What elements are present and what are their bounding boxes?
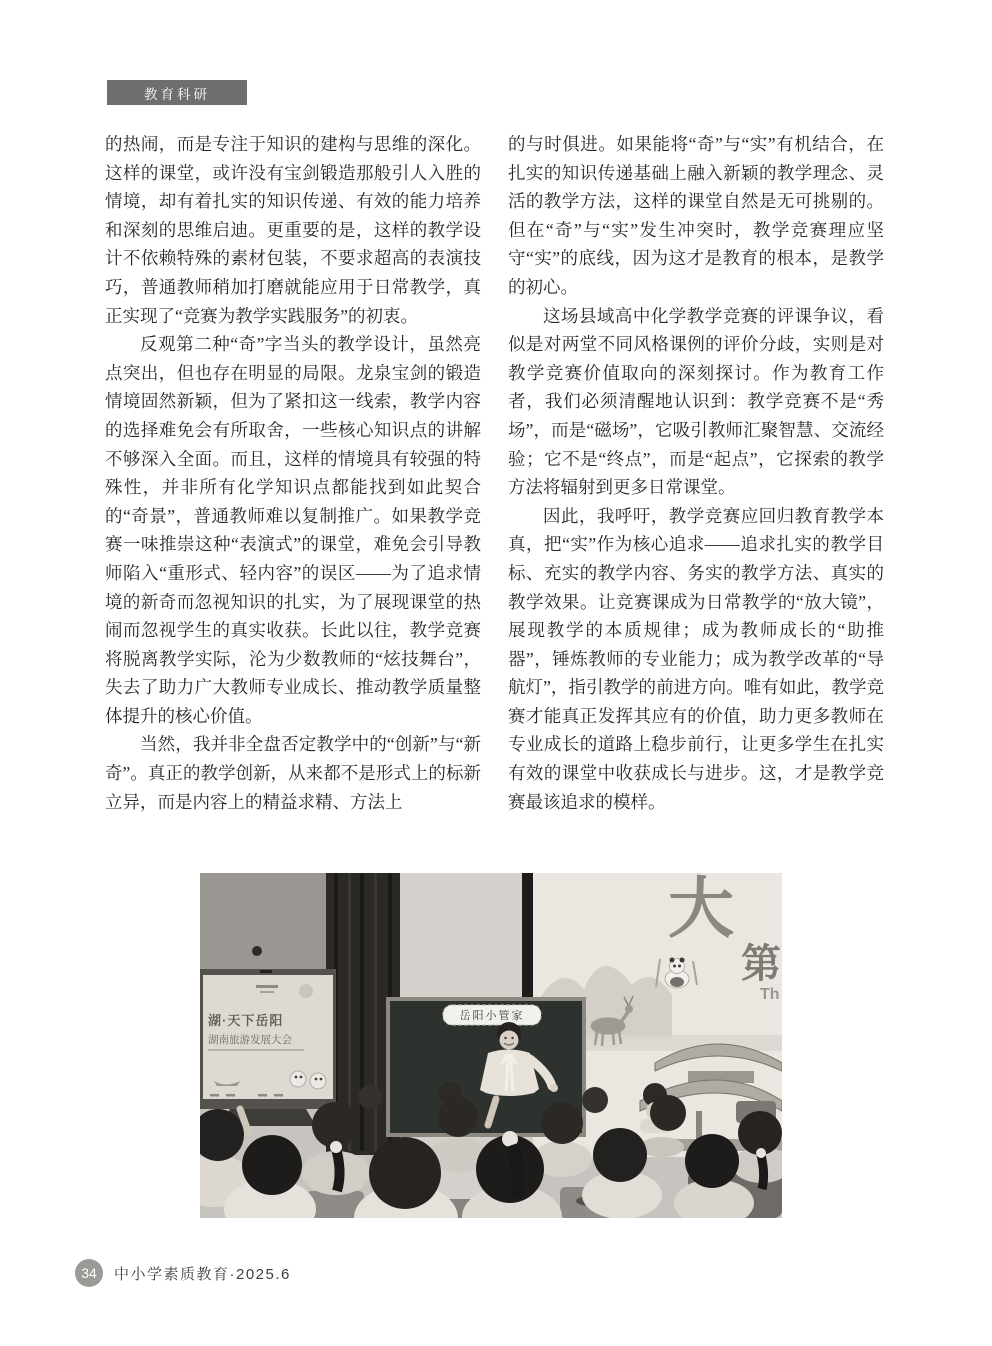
article-column-right: [508, 130, 884, 816]
article-body: [105, 130, 885, 816]
article-paragraph: 反观第二种“奇”字当头的教学设计，虽然亮点突出，但也存在明显的局限。龙泉宝剑的锻造情境固然新颖，但为了紧扣这一线索，教学内容的选择难免会有所取舍，一些核心知识点的讲解不够深入全面。而且，这样的情境具有较强的特殊性，并非所有化学知识点都能找到如此契合的“奇景”，普通教师难以复制推广。如果教学竞赛一味推崇这种“表演式”的课堂，难免会引导教师陷入“重形式、轻内容”的误区——为了追求情境的新奇而忽视知识的扎实，为了展现课堂的热闹而忽视学生的真实收获。长此以往，教学竞赛将脱离教学实际，沦为少数教师的“炫技舞台”，失去了助力广大教师专业成长、推动教学质量整体提升的核心价值。: [105, 334, 481, 726]
article-paragraph: 当然，我并非全盘否定教学中的“创新”与“新奇”。真正的教学创新，从来都不是形式上的标新立异，而是内容上的精益求精、方法上: [105, 734, 481, 812]
mural-char-da: 大: [668, 873, 734, 945]
article-paragraph: 因此，我呼吁，教学竞赛应回归教育教学本真，把“实”作为核心追求——追求扎实的教学目标、充实的教学内容、务实的教学方法、真实的教学效果。让竞赛课成为日常教学的“放大镜”，展现教学的本质规律；成为教师成长的“助推器”，锤炼教师的专业能力；成为教学改革的“导航灯”，指引教学的前进方向。唯有如此，教学竞赛才能真正发挥其应有的价值，助力更多教师在专业成长的道路上稳步前行，让更多学生在扎实有效的课堂中收获成长与进步。这，才是教学竞赛最该追求的模样。: [508, 505, 884, 812]
article-paragraph: 的与时俱进。如果能将“奇”与“实”有机结合，在扎实的知识传递基础上融入新颖的教学理念、灵活的教学方法，这样的课堂自然是无可挑剔的。但在“奇”与“实”发生冲突时，教学竞赛理应坚守“实”的底线，因为这才是教育的根本，是教学的初心。: [508, 134, 884, 297]
article-photo: [200, 873, 782, 1218]
page-footer: [75, 1258, 291, 1288]
wall-panel-upper-left: [200, 873, 332, 975]
presentation-screen: [200, 969, 336, 1126]
wall-speaker-dot: [252, 946, 262, 956]
screen-subtitle-text: 湖南旅游发展大会: [208, 1034, 292, 1046]
journal-title: 中小学素质教育·2025.6: [114, 1265, 291, 1283]
screen-title-text: 湖·天下岳阳: [208, 1013, 284, 1028]
teacher-face: [500, 1031, 519, 1050]
classroom-photo-illustration: [200, 873, 782, 1218]
mural-char-di: 第: [741, 942, 781, 986]
board-banner-text: 岳阳小管家: [459, 1010, 525, 1022]
section-badge: 教育科研: [107, 80, 247, 105]
mural-english-text: Th: [760, 986, 780, 1003]
article-paragraph: 的热闹，而是专注于知识的建构与思维的深化。这样的课堂，或许没有宝剑锻造那般引人入胜的情境，却有着扎实的知识传递、有效的能力培养和深刻的思维启迪。更重要的是，这样的教学设计不依赖特殊的素材包装，不要求超高的表演技巧，普通教师稍加打磨就能应用于日常教学，真正实现了“竞赛为教学实践服务”的初衷。: [105, 134, 481, 326]
page-number-badge: 34: [75, 1259, 103, 1287]
article-paragraph: 这场县域高中化学教学竞赛的评课争议，看似是对两堂不同风格课例的评价分歧，实则是对教学竞赛价值取向的深刻探讨。作为教育工作者，我们必须清醒地认识到：教学竞赛不是“秀场”，而是“磁场”，它吸引教师汇聚智慧、交流经验；它不是“终点”，而是“起点”，它探索的教学方法将辐射到更多日常课堂。: [508, 305, 884, 498]
article-column-left: [105, 130, 481, 816]
